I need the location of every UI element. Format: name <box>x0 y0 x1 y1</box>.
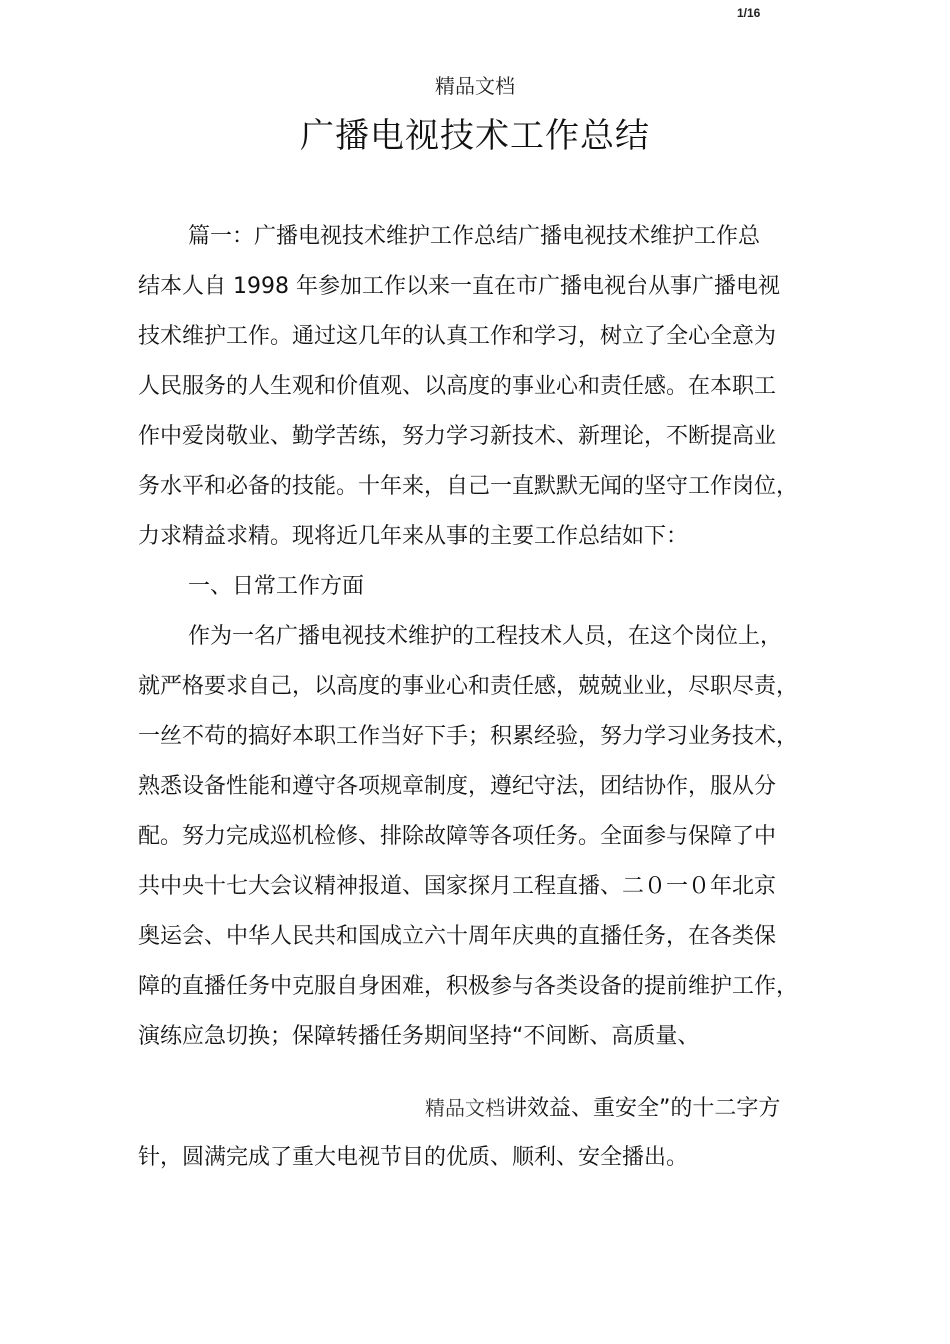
paragraph-line: 力求精益求精。现将近几年来从事的主要工作总结如下： <box>138 524 689 549</box>
paragraph-line: 配。努力完成巡机检修、排除故障等各项任务。全面参与保障了中 <box>138 824 777 849</box>
footer-label: 精品文档 <box>425 1096 505 1120</box>
paragraph-line: 熟悉设备性能和遵守各项规章制度，遵纪守法，团结协作，服从分 <box>138 774 777 799</box>
page-number: 1/16 <box>737 6 761 20</box>
paragraph-line: 共中央十七大会议精神报道、国家探月工程直播、二０一０年北京 <box>138 874 777 899</box>
footer-text: 讲效益、重安全”的十二字方 <box>505 1096 781 1121</box>
paragraph-line: 奥运会、中华人民共和国成立六十周年庆典的直播任务，在各类保 <box>138 924 777 949</box>
paragraph-line: 针，圆满完成了重大电视节目的优质、顺利、安全播出。 <box>138 1145 689 1170</box>
section-heading: 一、日常工作方面 <box>188 574 365 599</box>
footer-line <box>425 1093 780 1124</box>
paragraph-line: 技术维护工作。通过这几年的认真工作和学习，树立了全心全意为 <box>138 324 777 349</box>
paragraph-line: 演练应急切换；保障转播任务期间坚持“不间断、高质量、 <box>138 1024 700 1049</box>
paragraph-line: 就严格要求自己，以高度的事业心和责任感，兢兢业业，尽职尽责， <box>138 674 799 699</box>
paragraph-line: 篇一：广播电视技术维护工作总结广播电视技术维护工作总 <box>188 224 761 249</box>
paragraph-line: 一丝不苟的搞好本职工作当好下手；积累经验，努力学习业务技术， <box>138 724 799 749</box>
paragraph-line: 作中爱岗敬业、勤学苦练，努力学习新技术、新理论，不断提高业 <box>138 424 777 449</box>
paragraph-line: 结本人自 1998 年参加工作以来一直在市广播电视台从事广播电视 <box>138 274 780 299</box>
page-title: 广播电视技术工作总结 <box>300 116 650 156</box>
paragraph-line: 务水平和必备的技能。十年来，自己一直默默无闻的坚守工作岗位， <box>138 474 799 499</box>
paragraph-line: 人民服务的人生观和价值观、以高度的事业心和责任感。在本职工 <box>138 374 777 399</box>
header-label: 精品文档 <box>435 74 515 98</box>
paragraph-line: 作为一名广播电视技术维护的工程技术人员，在这个岗位上， <box>188 624 783 649</box>
paragraph-line: 障的直播任务中克服自身困难，积极参与各类设备的提前维护工作， <box>138 974 799 999</box>
